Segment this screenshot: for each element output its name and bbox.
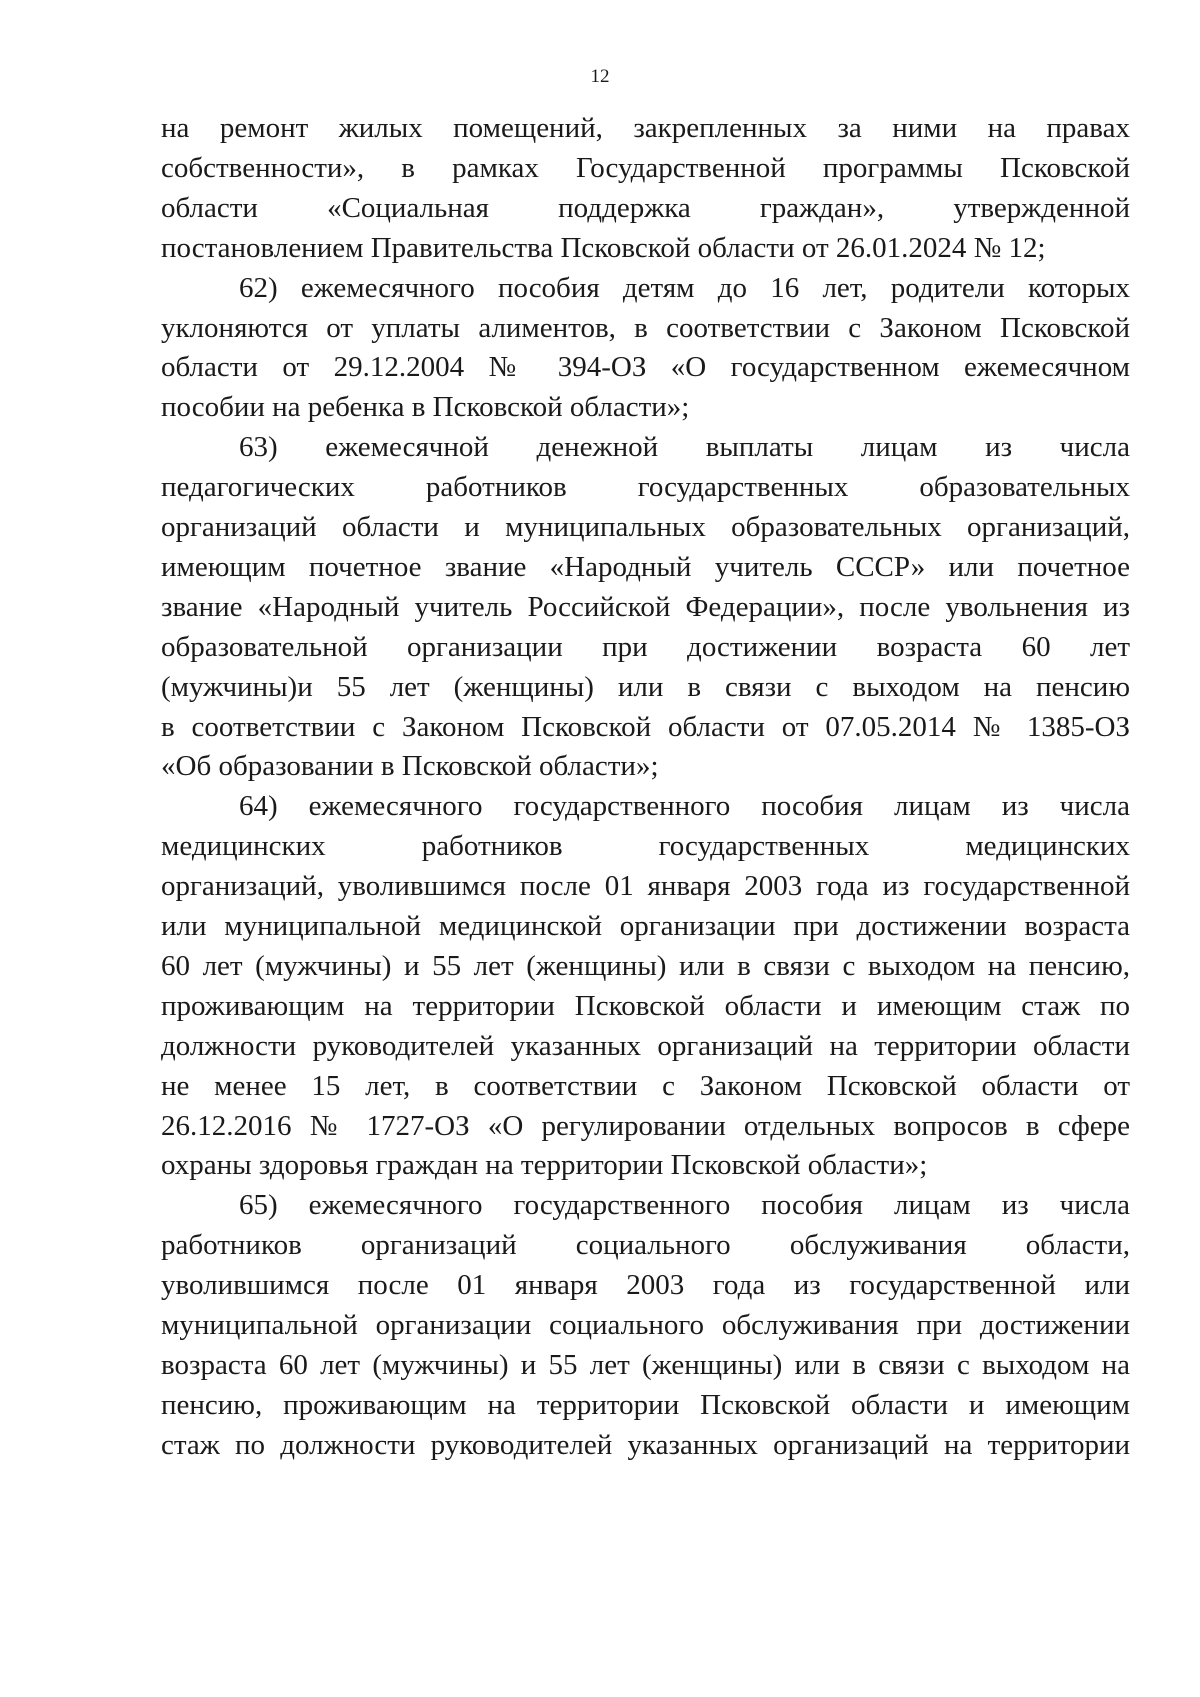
- text-line: работников организаций социального обслуживания области,: [161, 1229, 1130, 1261]
- text-line: медицинских работников государственных медицинских: [161, 830, 1130, 862]
- text-line: организаций области и муниципальных образовательных организаций,: [161, 511, 1130, 543]
- text-line: образовательной организации при достижении возраста 60 лет: [161, 631, 1130, 663]
- text-line: звание «Народный учитель Российской Федерации», после увольнения из: [161, 591, 1130, 623]
- text-line: не менее 15 лет, в соответствии с Законом Псковской области от: [161, 1070, 1130, 1102]
- text-line: 60 лет (мужчины) и 55 лет (женщины) или в связи с выходом на пенсию,: [161, 950, 1130, 982]
- text-line: собственности», в рамках Государственной программы Псковской: [161, 152, 1130, 184]
- text-line: должности руководителей указанных организаций на территории области: [161, 1030, 1130, 1062]
- text-line: имеющим почетное звание «Народный учитель СССР» или почетное: [161, 551, 1130, 583]
- text-line: 64) ежемесячного государственного пособия лицам из числа: [239, 790, 1130, 822]
- text-line: уволившимся после 01 января 2003 года из государственной или: [161, 1269, 1130, 1301]
- text-line: 26.12.2016 № 1727-ОЗ «О регулировании отдельных вопросов в сфере: [161, 1110, 1130, 1142]
- text-line: уклоняются от уплаты алиментов, в соответствии с Законом Псковской: [161, 312, 1130, 344]
- text-line: 63) ежемесячной денежной выплаты лицам из числа: [239, 431, 1130, 463]
- text-line: проживающим на территории Псковской области и имеющим стаж по: [161, 990, 1130, 1022]
- text-line: пенсию, проживающим на территории Псковской области и имеющим: [161, 1389, 1130, 1421]
- text-line: стаж по должности руководителей указанных организаций на территории: [161, 1429, 1130, 1461]
- text-line: пособии на ребенка в Псковской области»;: [161, 391, 690, 423]
- text-line: возраста 60 лет (мужчины) и 55 лет (женщины) или в связи с выходом на: [161, 1349, 1130, 1381]
- text-line: постановлением Правительства Псковской области от 26.01.2024 № 12;: [161, 232, 1046, 264]
- text-line: муниципальной организации социального обслуживания при достижении: [161, 1309, 1130, 1341]
- text-line: 62) ежемесячного пособия детям до 16 лет, родители которых: [239, 272, 1130, 304]
- text-line: организаций, уволившимся после 01 января 2003 года из государственной: [161, 870, 1130, 902]
- text-line: «Об образовании в Псковской области»;: [161, 750, 659, 782]
- text-line: области от 29.12.2004 № 394-ОЗ «О государственном ежемесячном: [161, 351, 1130, 383]
- page-number: 12: [590, 66, 610, 87]
- text-line: 65) ежемесячного государственного пособия лицам из числа: [239, 1189, 1130, 1221]
- text-line: на ремонт жилых помещений, закрепленных за ними на правах: [161, 112, 1130, 144]
- text-line: педагогических работников государственных образовательных: [161, 471, 1130, 503]
- text-line: охраны здоровья граждан на территории Псковской области»;: [161, 1149, 928, 1181]
- text-line: (мужчины)и 55 лет (женщины) или в связи с выходом на пенсию: [161, 671, 1130, 703]
- text-line: области «Социальная поддержка граждан», утвержденной: [161, 192, 1130, 224]
- text-line: в соответствии с Законом Псковской области от 07.05.2014 № 1385-ОЗ: [161, 711, 1130, 743]
- text-line: или муниципальной медицинской организации при достижении возраста: [161, 910, 1130, 942]
